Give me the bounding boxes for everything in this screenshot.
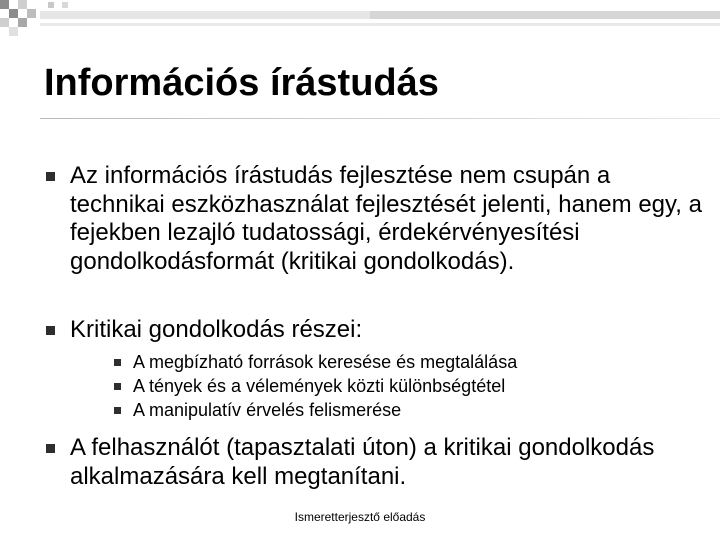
bullet-item-2 (70, 316, 710, 345)
bullet-item-1 (70, 162, 710, 276)
bullet-text: Az információs írástudás fejlesztése nem csupán a technikai eszközhasználat fejlesztését jelenti, hanem egy, a fejekben lezajló tudatossági, érdekérvényesítési gondolkodásformát (kritikai gondolkodás). (70, 162, 702, 275)
square-bullet-icon (46, 326, 55, 335)
header-decoration (0, 0, 720, 40)
bullet-text: A felhasználót (tapasztalati úton) a kritikai gondolkodás alkalmazására kell megtanítani. (70, 434, 655, 490)
sub-bullet-text: A megbízható források keresése és megtalálása (133, 352, 518, 372)
square-bullet-icon (46, 172, 55, 181)
sub-bullet-text: A tények és a vélemények közti különbségtétel (133, 376, 506, 396)
slide-footer: Ismeretterjesztő előadás (294, 510, 426, 524)
square-bullet-icon (114, 359, 121, 366)
bullet-item-3 (70, 434, 710, 491)
title-underline (40, 118, 720, 119)
sub-bullet-item-1 (133, 350, 713, 374)
square-bullet-icon (114, 383, 121, 390)
square-bullet-icon (46, 444, 55, 453)
bullet-text: Kritikai gondolkodás részei: (70, 316, 363, 343)
sub-bullet-text: A manipulatív érvelés felismerése (133, 400, 402, 420)
sub-bullet-item-3 (133, 398, 713, 422)
square-bullet-icon (114, 407, 121, 414)
sub-bullet-item-2 (133, 374, 713, 398)
slide-title: Információs írástudás (44, 62, 439, 104)
top-bar (40, 11, 720, 26)
